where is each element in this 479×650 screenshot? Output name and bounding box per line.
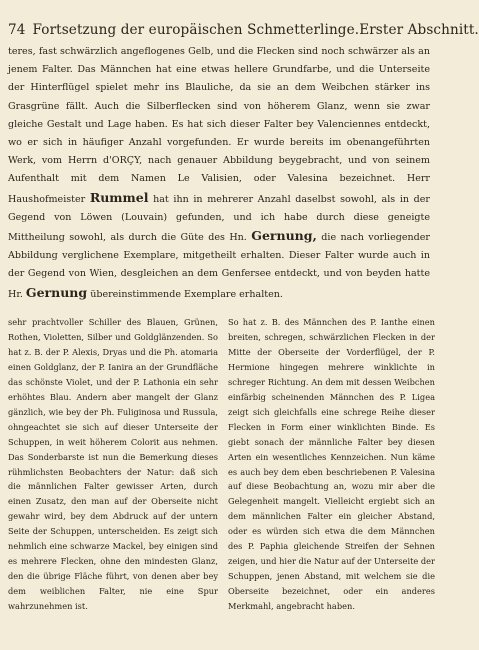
- lead-text-3: die nach vorliegender Abbildung verglichene Exemplare, mitgetheilt erhalten. Dieser Falter wurde auch in der Gegend von Wien, desgleichen an dem Genfersee entdeckt, und von beyden hatte: [8, 232, 430, 280]
- left-column: [8, 315, 218, 614]
- right-column: [228, 315, 435, 614]
- section-title: Erster Abschnitt.: [359, 22, 479, 38]
- right-column-text: So hat z. B. des Männchen des P. Ianthe einen breiten, schregen, schwärzlichen Flecken in der Mitte der Oberseite der Vorderflügel, der P. Hermione hingegen mehrere winklichte in schreger Richtung. An dem mit dessen Weibchen einfärbig scheinenden Männchen des P. Ligea zeigt sich gleichfalls eine schrege Reihe dieser Flecken in Form einer winklichten Binde. Es giebt sonach der männliche Falter bey diesen Arten ein wesentliches Kennzeichen. Nun käme es auch bey dem eben beschriebenen P. Valesina auf diese Beobachtung an, wozu mir aber die Gelegenheit mangelt. Vielleicht ergiebt sich an dem männlichen Falter ein gleicher Abstand, oder es würden sich etwa die dem Männchen des P. Paphia gleichende Streifen der Sehnen zeigen, und hier die Natur auf der Unterseite der Schuppen, jenen Abstand, mit welchem sie die Oberseite bezeichnet, oder ein anderes Merkmahl, angebracht haben.: [228, 317, 436, 612]
- left-column-text: sehr prachtvoller Schiller des Blauen, Grünen, Rothen, Violetten, Silber und Goldglänzenden. So hat z. B. der P. Alexis, Dryas und die Ph. atomaria einen Goldglanz, der P. Ianira an der Grundfläche das schönste Violet, und der P. Lathonia ein sehr erhöhtes Blau. Andern aber mangelt der Glanz gänzlich, wie bey der Ph. Fuliginosa und Russula, ohngeachtet sie sich auf dieser Unterseite der Schuppen, in weit höherem Colorit aus nehmen. Das Sonderbarste ist nun die Bemerkung dieses rühmlichsten Beobachters der Natur: daß sich die männlichen Falter gewisser Arten, durch einen Zusatz, den man auf der Oberseite nicht gewahr wird, bey dem Abdruck auf der untern Seite der Schuppen, unterscheiden. Es zeigt sich nehmlich eine schwarze Mackel, bey einigen sind es mehrere Flecken, ohne den mindesten Glanz, den die übrige Fläche führt, von denen aber bey dem weiblichen Falter, nie eine Spur wahrzunehmen ist.: [8, 317, 218, 612]
- name-gernung-2: Gernung: [25, 284, 88, 300]
- name-gernung: Gernung,: [251, 228, 317, 244]
- running-header: [8, 22, 479, 38]
- name-prefix-hr: Hr.: [8, 288, 23, 300]
- name-prefix-hn: Hn.: [229, 232, 247, 244]
- main-paragraph: [8, 43, 430, 304]
- lead-text-4: übereinstimmende Exemplare erhalten.: [90, 288, 283, 300]
- running-title: Fortsetzung der europäischen Schmetterlinge.: [32, 22, 360, 38]
- page-number: 74: [8, 22, 26, 38]
- name-rummel: Rummel: [89, 189, 149, 205]
- lead-text-1: teres, fast schwärzlich angeflogenes Gelb, und die Flecken sind noch schwärzer als an jenem Falter. Das Männchen hat eine etwas hellere Grundfarbe, und die Unterseite der Hinterflügel spielet mehr ins Blauliche, da sie an dem Weibchen stärker ins Grasgrüne fällt. Auch die Silberflecken sind von höherem Glanz, wenn sie zwar gleiche Gestalt und Lage haben. Es hat sich dieser Falter bey Valenciennes entdeckt, wo er sich in häufiger Anzahl vorgefunden. Er wurde bereits im obenangeführten Werk, vom Herrn d'ORÇY, nach genauer Abbildung beygebracht, und von seinem Aufenthalt mit dem Namen Le Valisien, oder Valesina bezeichnet. Herr Haushofmeister: [8, 46, 430, 205]
- lead-text-2: hat ihn in mehrerer Anzahl daselbst sowohl, als in der Gegend von Löwen (Louvain) gefunden, und ich habe durch diese geneigte Mittheilung sowohl, als durch die Güte des: [8, 193, 430, 244]
